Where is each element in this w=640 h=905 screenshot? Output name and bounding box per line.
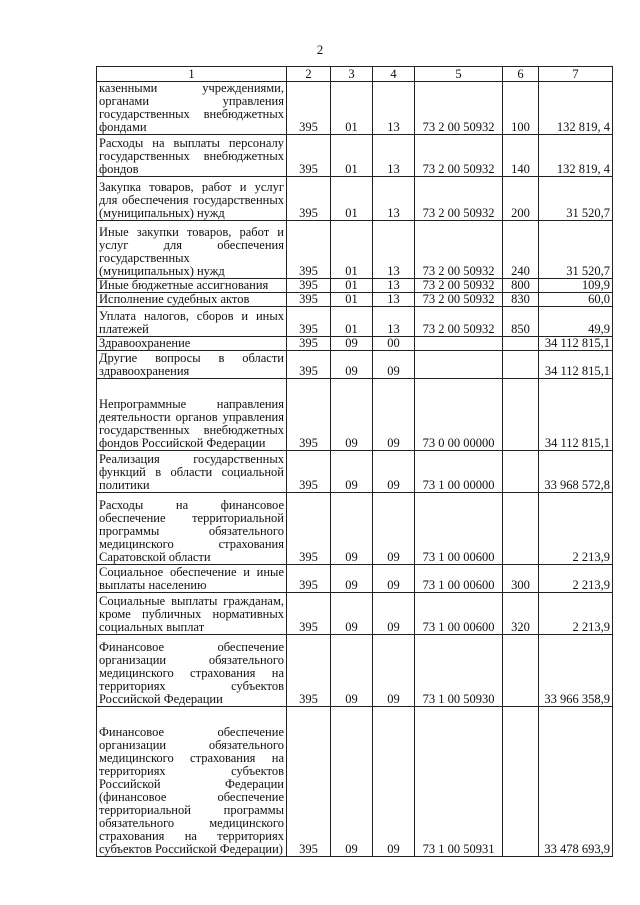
amount-cell: 33 968 572,8 [539,451,613,493]
subsection-cell: 09 [373,707,415,857]
table-row [97,451,613,493]
table-row [97,493,613,565]
target-article-cell [415,351,503,379]
expense-type-cell: 830 [503,293,539,307]
subsection-cell: 09 [373,379,415,451]
amount-cell: 34 112 815,1 [539,337,613,351]
table-row [97,221,613,279]
subsection-cell: 09 [373,451,415,493]
expense-type-cell [503,707,539,857]
row-name: Иные бюджетные ассигнования [97,279,287,293]
table-row [97,337,613,351]
header-cell: 2 [287,67,331,82]
expense-type-cell: 140 [503,135,539,177]
code-cell: 395 [287,307,331,337]
target-article-cell: 73 2 00 50932 [415,221,503,279]
section-cell: 01 [331,293,373,307]
table-row [97,82,613,135]
table-row [97,379,613,451]
expense-type-cell [503,635,539,707]
target-article-cell [415,337,503,351]
code-cell: 395 [287,707,331,857]
code-cell: 395 [287,379,331,451]
code-cell: 395 [287,337,331,351]
subsection-cell: 13 [373,221,415,279]
subsection-cell: 09 [373,351,415,379]
table-row [97,177,613,221]
header-cell: 5 [415,67,503,82]
amount-cell: 109,9 [539,279,613,293]
code-cell: 395 [287,565,331,593]
amount-cell: 2 213,9 [539,493,613,565]
section-cell: 09 [331,707,373,857]
amount-cell: 34 112 815,1 [539,379,613,451]
header-cell: 3 [331,67,373,82]
header-cell: 4 [373,67,415,82]
subsection-cell: 13 [373,82,415,135]
section-cell: 01 [331,279,373,293]
subsection-cell: 13 [373,293,415,307]
subsection-cell: 00 [373,337,415,351]
expense-type-cell: 240 [503,221,539,279]
header-cell: 6 [503,67,539,82]
section-cell: 01 [331,135,373,177]
row-name: Другие вопросы в области здравоохранения [97,351,287,379]
row-name: Иные закупки товаров, работ и услуг для обеспечения государственных (муниципальных) нужд [97,221,287,279]
subsection-cell: 13 [373,279,415,293]
amount-cell: 2 213,9 [539,565,613,593]
subsection-cell: 09 [373,493,415,565]
code-cell: 395 [287,635,331,707]
target-article-cell: 73 2 00 50932 [415,135,503,177]
code-cell: 395 [287,293,331,307]
table-row [97,307,613,337]
subsection-cell: 13 [373,177,415,221]
target-article-cell: 73 2 00 50932 [415,177,503,221]
code-cell: 395 [287,351,331,379]
expense-type-cell: 100 [503,82,539,135]
subsection-cell: 09 [373,565,415,593]
section-cell: 09 [331,635,373,707]
target-article-cell: 73 2 00 50932 [415,307,503,337]
code-cell: 395 [287,221,331,279]
section-cell: 01 [331,221,373,279]
row-name: Финансовое обеспечение организации обязательного медицинского страхования на территориях субъектов Российской Федерации (финансовое обеспечение территориальной программы обязательного медицинского страхования на территориях субъектов Российской Федерации) [97,707,287,857]
row-name: Исполнение судебных актов [97,293,287,307]
code-cell: 395 [287,451,331,493]
code-cell: 395 [287,493,331,565]
row-name: Закупка товаров, работ и услуг для обеспечения государственных (муниципальных) нужд [97,177,287,221]
expense-type-cell [503,451,539,493]
row-name: Финансовое обеспечение организации обязательного медицинского страхования на территориях субъектов Российской Федерации [97,635,287,707]
amount-cell: 2 213,9 [539,593,613,635]
table-row [97,135,613,177]
amount-cell: 60,0 [539,293,613,307]
page-number: 2 [316,42,324,57]
section-cell: 09 [331,351,373,379]
target-article-cell: 73 1 00 00600 [415,565,503,593]
subsection-cell: 09 [373,635,415,707]
table-row [97,707,613,857]
row-name: Расходы на выплаты персоналу государственных внебюджетных фондов [97,135,287,177]
target-article-cell: 73 1 00 50930 [415,635,503,707]
expense-type-cell: 850 [503,307,539,337]
amount-cell: 33 478 693,9 [539,707,613,857]
expense-type-cell: 800 [503,279,539,293]
amount-cell: 31 520,7 [539,221,613,279]
expense-type-cell: 200 [503,177,539,221]
target-article-cell: 73 2 00 50932 [415,293,503,307]
amount-cell: 132 819, 4 [539,82,613,135]
row-name: казенными учреждениями, органами управления государственных внебюджетных фондами [97,82,287,135]
subsection-cell: 13 [373,135,415,177]
expense-type-cell [503,351,539,379]
table-row [97,279,613,293]
budget-table [96,66,613,857]
section-cell: 09 [331,565,373,593]
header-row [97,67,613,82]
header-cell: 1 [97,67,287,82]
amount-cell: 33 966 358,9 [539,635,613,707]
target-article-cell: 73 2 00 50932 [415,82,503,135]
expense-type-cell: 300 [503,565,539,593]
target-article-cell: 73 2 00 50932 [415,279,503,293]
amount-cell: 49,9 [539,307,613,337]
code-cell: 395 [287,593,331,635]
code-cell: 395 [287,82,331,135]
header-cell: 7 [539,67,613,82]
section-cell: 09 [331,493,373,565]
section-cell: 09 [331,593,373,635]
target-article-cell: 73 1 00 00000 [415,451,503,493]
table-row [97,293,613,307]
section-cell: 09 [331,337,373,351]
amount-cell: 34 112 815,1 [539,351,613,379]
expense-type-cell [503,493,539,565]
section-cell: 09 [331,451,373,493]
table-row [97,565,613,593]
amount-cell: 31 520,7 [539,177,613,221]
code-cell: 395 [287,279,331,293]
target-article-cell: 73 1 00 50931 [415,707,503,857]
table-row [97,635,613,707]
subsection-cell: 09 [373,593,415,635]
table-row [97,593,613,635]
target-article-cell: 73 1 00 00600 [415,493,503,565]
target-article-cell: 73 1 00 00600 [415,593,503,635]
section-cell: 01 [331,307,373,337]
section-cell: 09 [331,379,373,451]
row-name: Здравоохранение [97,337,287,351]
code-cell: 395 [287,135,331,177]
expense-type-cell [503,379,539,451]
row-name: Социальные выплаты гражданам, кроме публичных нормативных социальных выплат [97,593,287,635]
row-name: Непрограммные направления деятельности органов управления государственных внебюджетных фондов Российской Федерации [97,379,287,451]
table-row [97,351,613,379]
section-cell: 01 [331,177,373,221]
subsection-cell: 13 [373,307,415,337]
expense-type-cell [503,337,539,351]
expense-type-cell: 320 [503,593,539,635]
row-name: Уплата налогов, сборов и иных платежей [97,307,287,337]
code-cell: 395 [287,177,331,221]
amount-cell: 132 819, 4 [539,135,613,177]
target-article-cell: 73 0 00 00000 [415,379,503,451]
section-cell: 01 [331,82,373,135]
row-name: Социальное обеспечение и иные выплаты населению [97,565,287,593]
row-name: Расходы на финансовое обеспечение территориальной программы обязательного медицинского страхования Саратовской области [97,493,287,565]
row-name: Реализация государственных функций в области социальной политики [97,451,287,493]
